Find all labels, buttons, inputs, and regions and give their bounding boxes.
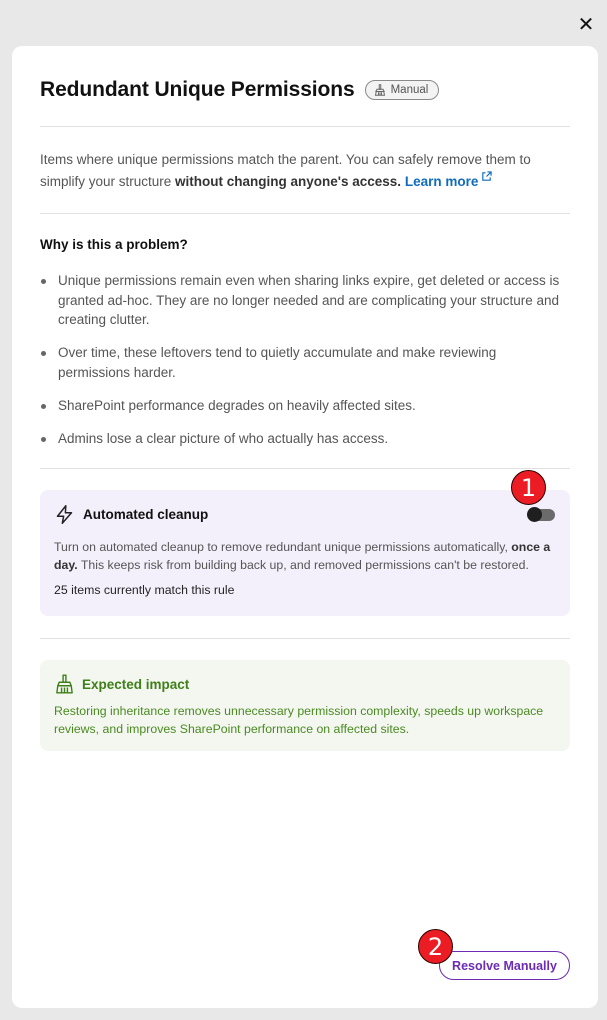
annotation-marker-2: 2 bbox=[418, 929, 453, 964]
close-icon[interactable]: ✕ bbox=[577, 14, 595, 36]
broom-icon bbox=[374, 84, 386, 96]
list-item: Over time, these leftovers tend to quietly accumulate and make reviewing permissions harder. bbox=[40, 343, 570, 382]
divider bbox=[40, 213, 570, 214]
lightning-icon bbox=[54, 504, 75, 525]
automated-cleanup-card bbox=[40, 490, 570, 616]
list-item: Unique permissions remain even when sharing links expire, get deleted or access is granted ad-hoc. They are no longer needed and are complicating your structure and creating clutter. bbox=[40, 271, 570, 330]
page-title: Redundant Unique Permissions bbox=[40, 78, 355, 101]
expected-impact-card bbox=[40, 660, 570, 751]
description-bold: without changing anyone's access. bbox=[175, 174, 402, 189]
list-item: SharePoint performance degrades on heavily affected sites. bbox=[40, 396, 570, 416]
external-link-icon bbox=[481, 171, 492, 182]
dialog-panel bbox=[12, 46, 598, 1008]
divider bbox=[40, 638, 570, 639]
cleanup-title: Automated cleanup bbox=[83, 507, 209, 522]
matching-count: 25 items currently match this rule bbox=[54, 583, 235, 597]
learn-more-label: Learn more bbox=[404, 174, 479, 189]
title-row bbox=[40, 78, 570, 102]
cleanup-text-rest: This keeps risk from building back up, and removed permissions can't be restored. bbox=[77, 558, 529, 572]
impact-description: Restoring inheritance removes unnecessary permission complexity, speeds up workspace reviews, and improves SharePoint performance on affected sites. bbox=[54, 704, 544, 736]
why-list bbox=[40, 271, 570, 462]
list-item: Admins lose a clear picture of who actually has access. bbox=[40, 429, 570, 449]
cleanup-description bbox=[54, 538, 559, 574]
cleanup-header bbox=[54, 504, 208, 525]
manual-badge bbox=[365, 80, 440, 100]
impact-header bbox=[55, 674, 189, 694]
why-heading: Why is this a problem? bbox=[40, 237, 188, 252]
automated-cleanup-toggle[interactable] bbox=[528, 509, 555, 521]
badge-label: Manual bbox=[390, 84, 429, 96]
annotation-marker-1: 1 bbox=[511, 470, 546, 505]
learn-more-link[interactable] bbox=[405, 174, 493, 189]
cleanup-bold: once a day. bbox=[54, 540, 551, 572]
broom-icon bbox=[55, 674, 74, 694]
description bbox=[40, 149, 570, 193]
description-text: Items where unique permissions match the parent. You can safely remove them to simplify your structure bbox=[40, 152, 531, 189]
divider bbox=[40, 126, 570, 127]
resolve-manually-button[interactable]: Resolve Manually bbox=[439, 951, 570, 980]
cleanup-text: Turn on automated cleanup to remove redundant unique permissions automatically, bbox=[54, 540, 512, 554]
divider bbox=[40, 468, 570, 469]
toggle-knob bbox=[527, 507, 542, 522]
impact-title: Expected impact bbox=[82, 676, 190, 692]
